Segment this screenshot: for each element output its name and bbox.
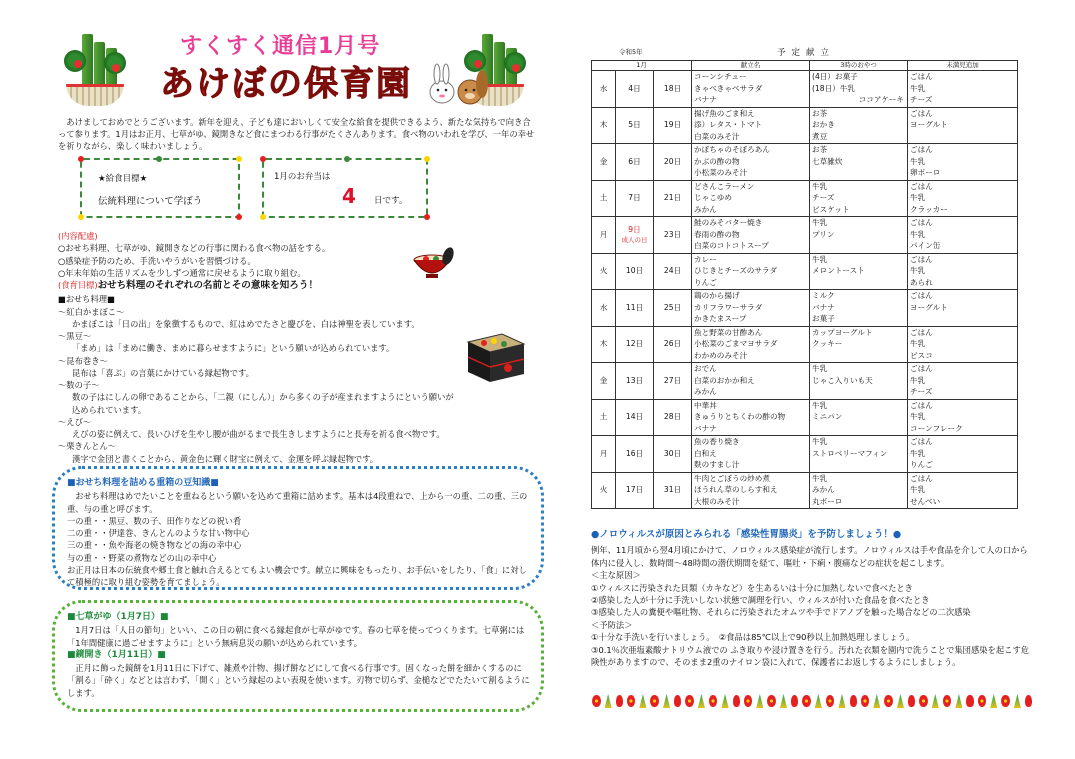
content-item: ○おせち料理、七草がゆ、鏡開きなどの行事に関わる食べ物の話をする。 [58, 243, 331, 254]
menu-header-month: 1月 [592, 61, 692, 71]
decor-flower-icon [592, 695, 601, 707]
menu-date-first [616, 217, 654, 254]
menu-date-value: 7日 [628, 193, 641, 203]
menu-date-first [616, 253, 654, 290]
decor-flower-icon [605, 694, 612, 708]
menu-date-first [616, 180, 654, 217]
menu-extra-item: 牛乳 [910, 339, 926, 349]
menu-extra [908, 363, 1018, 400]
decor-flower-icon [978, 695, 987, 707]
menu-snack-item: 牛乳 [812, 218, 828, 227]
menu-date-second: 30日 [654, 436, 692, 473]
bento-days-box [262, 158, 428, 218]
menu-date-value: 13日 [625, 375, 644, 385]
menu-extra-item: ごはん [910, 437, 933, 446]
menu-dishes-item: 鶏のから揚げ [694, 291, 740, 300]
menu-dishes-item: かぼちゃのそぼろあん [694, 145, 770, 154]
menu-date-value: 9日 [628, 225, 641, 235]
osechi-name: ～昆布巻き～ [58, 355, 108, 366]
jubako-line: お正月は日本の伝統食や郷土食と触れ合えるとてもよい機会です。献立に興味をもったり、お手伝いをしたり、「食」に対して積極的に取り組む姿勢を育てましょう。 [67, 564, 527, 588]
menu-snack [810, 144, 908, 181]
lunch-goal-label: ★給食目標★ [98, 174, 148, 184]
menu-dishes [692, 217, 810, 254]
osechi-desc: えびの姿に例えて、長いひげを生やし腰が曲がるまで長生きしますようにと長寿を祈る食べ物です。 [72, 429, 445, 440]
decor-flower-icon [990, 694, 997, 708]
menu-weekday: 木 [592, 326, 616, 363]
osechi-desc: 昆布は「喜ぶ」の言葉にかけている縁起物です。 [72, 367, 254, 378]
menu-dishes-item: 白菜のみそ汁 [694, 131, 740, 141]
menu-extra-item: ごはん [910, 145, 933, 154]
menu-snack [810, 436, 908, 473]
menu-extra-item: ごはん [910, 291, 933, 300]
decor-flower-icon [780, 694, 787, 708]
menu-extra-item: せんべい [910, 496, 941, 506]
menu-date-second: 19日 [654, 107, 692, 144]
menu-date-first [616, 290, 654, 327]
osechi-name: ～数の子～ [58, 380, 100, 391]
menu-date-second: 25日 [654, 290, 692, 327]
osechi-name: ～紅白かまぼこ～ [58, 306, 125, 317]
menu-date-second: 27日 [654, 363, 692, 400]
menu-extra-item: ヨーグルト [910, 302, 948, 312]
osechi-name: ～えび～ [58, 416, 92, 427]
menu-row [592, 363, 1018, 400]
decorative-border [592, 688, 1032, 714]
intro-paragraph: あけましておめでとうございます。新年を迎え、子ども達においしくて安全な給食を提供できるよう、新たな気持ちで向き合って参ります。1月はお正月、七草がゆ、鏡開きなど食にまつわる行事がたくさんあります。食べ物のいわれを学び、一年の幸せを祈りながら、楽しく味わいましょう。 [58, 117, 535, 152]
menu-snack [810, 217, 908, 254]
ozoni-bowl-illustration [410, 246, 454, 282]
menu-extra-item: ごはん [910, 254, 933, 264]
menu-dishes-item: じゃこゆめ [694, 193, 732, 203]
menu-snack-item: (18日）牛乳 [812, 83, 856, 93]
menu-extra-item: ビスコ [910, 350, 933, 360]
osechi-desc: かまぼこは「日の出」を象徴するもので、紅はめでたさと慶びを、白は神聖を表しています。 [72, 318, 420, 329]
menu-date-first [616, 363, 654, 400]
menu-extra [908, 290, 1018, 327]
menu-snack [810, 326, 908, 363]
menu-dishes-item: カリフラワーサラダ [694, 302, 763, 312]
jubako-line: 与の重・・野菜の煮物などの山の幸中心 [67, 552, 217, 563]
menu-date-first [616, 472, 654, 509]
norovirus-section [591, 528, 1031, 669]
decor-flower-icon [709, 695, 718, 707]
menu-weekday: 木 [592, 107, 616, 144]
menu-snack [810, 71, 908, 108]
menu-date-value: 6日 [628, 156, 641, 166]
decor-flower-icon [1025, 695, 1032, 707]
menu-row [592, 71, 1018, 108]
menu-snack [810, 253, 908, 290]
menu-row [592, 180, 1018, 217]
menu-extra-item: 牛乳 [910, 266, 926, 276]
kagami-title: ■鏡開き（1月11日）■ [67, 649, 166, 660]
menu-snack-item: ココアケーキ [858, 95, 905, 105]
menu-row [592, 253, 1018, 290]
menu-dishes-item: みかん [694, 387, 717, 397]
menu-extra-item: 牛乳 [910, 448, 926, 458]
osechi-name: ～黒豆～ [58, 331, 92, 342]
decor-flower-icon [932, 694, 939, 708]
menu-snack-item: ミニパン [812, 412, 843, 422]
menu-extra-item: ごはん [910, 218, 933, 227]
menu-extra-item: ごはん [910, 364, 933, 373]
menu-extra [908, 253, 1018, 290]
menu-date-second: 28日 [654, 399, 692, 436]
shoku-goal-text: おせち料理のそれぞれの名前とその意味を知ろう！ [97, 280, 319, 292]
norovirus-line: ③0.1％次亜塩素酸ナトリウム液での ふき取りや浸け置きを行う。汚れた衣類を園内で洗うことで集団感染を起こす危険性がありますので、そのまま2重のナイロン袋に入れて、保護者にお返しするようにしましょう。 [591, 644, 1030, 668]
menu-dishes-item: 春雨の酢の物 [694, 229, 740, 239]
decor-flower-icon [861, 695, 870, 707]
menu-weekday: 土 [592, 399, 616, 436]
menu-extra [908, 107, 1018, 144]
menu-extra [908, 144, 1018, 181]
decor-flower-icon [802, 695, 811, 707]
menu-extra-item: 牛乳 [910, 83, 926, 93]
menu-snack-item: 牛乳 [812, 437, 828, 446]
lunch-goal-text: 伝統料理について学ぼう [98, 196, 203, 207]
menu-dishes-item: バナナ [694, 95, 717, 105]
menu-snack-item: 牛乳 [812, 473, 828, 483]
shoku-goal-label: (食育目標) [58, 280, 98, 291]
menu-dishes-item: 大根のみそ汁 [694, 496, 740, 506]
menu-weekday: 水 [592, 290, 616, 327]
nursery-name-title: あけぼの保育園 [160, 64, 412, 104]
menu-extra-item: あられ [910, 277, 933, 287]
menu-snack-item: 牛乳 [812, 181, 828, 191]
norovirus-line: ③感染した人の糞便や嘔吐物、それらに汚染されたオムツや手でドアノブを触った場合などの二次感染 [591, 607, 971, 618]
menu-date-value: 5日 [628, 120, 641, 130]
menu-extra [908, 399, 1018, 436]
menu-date-value: 17日 [625, 485, 644, 495]
menu-header-dish: 献立名 [692, 61, 810, 71]
holiday-label: 成人の日 [621, 236, 648, 245]
menu-dishes-item: 牛肉とごぼうの炒め煮 [694, 473, 770, 483]
menu-date-second: 31日 [654, 472, 692, 509]
menu-dishes-item: 添）レタス・トマト [694, 120, 763, 130]
menu-dishes-item: おでん [694, 364, 717, 373]
menu-extra-item: 牛乳 [910, 485, 926, 495]
bento-suffix: 日です。 [374, 196, 408, 206]
jubako-title: ■おせち料理を詰める重箱の豆知識■ [67, 478, 219, 488]
menu-weekday: 火 [592, 253, 616, 290]
osechi-title: ■おせち料理■ [58, 294, 115, 305]
menu-snack-item: チーズ [812, 193, 835, 203]
menu-snack-item: プリン [812, 229, 835, 239]
menu-extra [908, 472, 1018, 509]
menu-snack-item: じゃこ入りいも天 [812, 375, 873, 385]
menu-date-first [616, 326, 654, 363]
decor-flower-icon [733, 695, 740, 707]
menu-snack-item: お茶 [812, 145, 828, 154]
decor-flower-icon [627, 695, 636, 707]
menu-dishes-item: 揚げ魚のごま和え [694, 108, 755, 118]
menu-table-section [591, 48, 1017, 509]
decor-flower-icon [826, 695, 835, 707]
menu-extra [908, 217, 1018, 254]
lunch-goal-box [80, 158, 240, 218]
menu-snack [810, 180, 908, 217]
decor-flower-icon [744, 695, 753, 707]
kagami-text: 正月に飾った鏡餅を1月11日に下げて、雑煮や汁物、揚げ餅などにして食べる行事です。固くなった餅を細かくするのに「割る」「砕く」などとは言わず、「開く」という縁起のよい表現を使います。刃物で切らず、金槌などでたたいて割るようにします。 [67, 663, 530, 698]
decor-flower-icon [838, 694, 845, 708]
menu-date-first [616, 71, 654, 108]
menu-snack-item: バナナ [812, 302, 835, 312]
menu-extra-item: チーズ [910, 95, 933, 105]
decor-flower-icon [873, 694, 880, 708]
menu-snack-item: クッキー [812, 339, 843, 349]
decor-flower-icon [721, 694, 728, 708]
menu-extra-item: 牛乳 [910, 412, 926, 422]
menu-extra-item: コーンフレーク [910, 423, 963, 433]
content-item: ○年末年始の生活リズムを少しずつ通常に戻せるように取り組む。 [58, 267, 306, 278]
nanakusa-kagami-box [52, 600, 544, 712]
menu-snack [810, 290, 908, 327]
menu-dishes-item: 魚と野菜の甘酢あん [694, 327, 763, 337]
menu-dishes-item: 鮭のみそバター焼き [694, 218, 763, 227]
menu-snack-item: 煮豆 [812, 131, 828, 141]
menu-extra-item: ごはん [910, 400, 933, 410]
menu-dishes [692, 472, 810, 509]
nanakusa-title: ■七草がゆ（1月7日）■ [67, 612, 169, 622]
menu-snack-item: お菓子 [812, 314, 835, 324]
decor-flower-icon [1014, 694, 1021, 708]
decor-flower-icon [674, 695, 681, 707]
menu-extra-item: ヨーグルト [910, 120, 948, 130]
menu-dishes-item: ひじきとチーズのサラダ [694, 266, 778, 276]
jubako-line: 一の重・・黒豆、数の子、田作りなどの祝い肴 [67, 515, 242, 526]
menu-dishes-item: 白菜のおかか和え [694, 375, 755, 385]
menu-dishes-item: 小松菜のみそ汁 [694, 168, 748, 178]
decor-flower-icon [767, 695, 776, 707]
newsletter-subtitle: すくすく通信1月号 [180, 34, 381, 59]
menu-weekday: 金 [592, 363, 616, 400]
kadomatsu-left-illustration [60, 26, 130, 106]
menu-snack-item: 七草雑炊 [812, 156, 843, 166]
menu-date-first [616, 399, 654, 436]
norovirus-line: ②感染した人が十分に手洗いしない状態で調理を行い、ウィルスが付いた食品を食べたとき [591, 595, 930, 605]
menu-extra-item: ごはん [910, 473, 933, 483]
menu-dishes-item: 中華丼 [694, 400, 717, 410]
menu-extra-item: ごはん [910, 327, 933, 337]
menu-row [592, 217, 1018, 254]
osechi-name: ～栗きんとん～ [58, 441, 117, 452]
menu-dishes-item: わかめのみそ汁 [694, 350, 748, 360]
menu-snack-item: (4日）お菓子 [812, 72, 858, 81]
menu-extra-item: クラッカー [910, 204, 948, 214]
menu-snack-item: メロントースト [812, 266, 865, 276]
menu-dishes-item: 小松菜のごまマヨサラダ [694, 339, 778, 349]
menu-snack-item: カップヨーグルト [812, 327, 873, 337]
menu-date-value: 12日 [625, 339, 644, 349]
menu-snack-item: ストロベリーマフィン [812, 448, 888, 458]
decor-flower-icon [650, 695, 659, 707]
menu-dishes [692, 363, 810, 400]
menu-extra-item: チーズ [910, 387, 933, 397]
menu-dishes [692, 180, 810, 217]
menu-extra [908, 326, 1018, 363]
menu-dishes [692, 326, 810, 363]
menu-extra-item: りんご [910, 460, 933, 470]
menu-date-value: 16日 [625, 448, 644, 458]
menu-date-second: 20日 [654, 144, 692, 181]
osechi-desc: 漢字で金団と書くことから、黄金色に輝く財宝に例えて、金運を呼ぶ縁起物です。 [72, 453, 379, 464]
menu-header-snack: 3時のおやつ [810, 61, 908, 71]
menu-dishes-item: みかん [694, 204, 717, 214]
menu-extra-item: 牛乳 [910, 156, 926, 166]
menu-dishes-item: カレー [694, 254, 717, 264]
norovirus-line: ＜主な原因＞ [591, 570, 641, 581]
menu-dishes-item: 麩のすまし汁 [694, 460, 740, 470]
menu-weekday: 水 [592, 71, 616, 108]
jubako-line: おせち料理はめでたいことを重ねるという願いを込めて重箱に詰めます。基本は4段重ねで、上から一の重、二の重、三の重、与の重と呼びます。 [67, 491, 528, 514]
menu-dishes-item: かきたまスープ [694, 314, 747, 324]
menu-snack-item: お茶 [812, 108, 828, 118]
content-heading: (内容配慮) [58, 231, 98, 241]
menu-date-second: 23日 [654, 217, 692, 254]
norovirus-heading: ●ノロウィルスが原因とみられる「感染性胃腸炎」を予防しましょう！● [591, 529, 902, 540]
norovirus-line: ＜予防法＞ [591, 619, 633, 630]
menu-date-first [616, 107, 654, 144]
menu-date-value: 10日 [625, 266, 644, 276]
menu-title: 予定献立 [777, 48, 836, 58]
decor-flower-icon [1001, 695, 1010, 707]
menu-dishes-item: りんご [694, 277, 717, 287]
norovirus-line: 例年、11月頃から翌4月頃にかけて、ノロウィルス感染症が流行します。ノロウィルスは手や食品を介して人の口から体内に侵入し、数時間～48時間の潜伏期間を経て、嘔吐・下痢・腹痛などの症状を起こします。 [591, 545, 1028, 568]
menu-date-value: 14日 [625, 412, 644, 422]
menu-dishes-item: 魚の香り焼き [694, 437, 740, 446]
decor-flower-icon [663, 694, 670, 708]
decor-flower-icon [698, 694, 705, 708]
menu-snack [810, 107, 908, 144]
menu-weekday: 土 [592, 180, 616, 217]
menu-extra [908, 436, 1018, 473]
decor-flower-icon [955, 694, 962, 708]
menu-snack-item: 牛乳 [812, 364, 828, 373]
bento-label: 1月のお弁当は [274, 172, 331, 182]
menu-date-second: 26日 [654, 326, 692, 363]
menu-extra-item: 牛乳 [910, 375, 926, 385]
norovirus-line: ①ウィルスに汚染された貝類（カキなど）を生あるいは十分に加熱しないで食べたとき [591, 582, 913, 593]
menu-dishes-item: ほうれん草のしらす和え [694, 485, 778, 495]
menu-row [592, 472, 1018, 509]
menu-snack-item: 牛乳 [812, 400, 828, 410]
menu-date-first [616, 436, 654, 473]
decor-flower-icon [919, 695, 928, 707]
menu-table [591, 60, 1018, 509]
menu-snack-item: おかき [812, 120, 835, 130]
osechi-desc: 数の子はにしんの卵であることから、「二親（にしん）」から多くの子が産まれますようにという願いが込められています。 [72, 392, 454, 415]
bento-day-count: 4 [342, 184, 356, 208]
menu-extra-item: ごはん [910, 72, 933, 81]
jubako-trivia-box [52, 466, 544, 590]
decor-flower-icon [685, 695, 694, 707]
menu-snack-item: 牛乳 [812, 254, 828, 264]
jubako-box-illustration [462, 330, 528, 386]
menu-dishes-item: 白和え [694, 448, 717, 458]
menu-header-extra: 未満児追加 [908, 61, 1018, 71]
menu-extra-item: パイン缶 [910, 241, 941, 251]
menu-extra-item: 牛乳 [910, 229, 926, 239]
menu-extra [908, 71, 1018, 108]
decor-flower-icon [908, 695, 915, 707]
menu-date-second: 18日 [654, 71, 692, 108]
menu-snack [810, 399, 908, 436]
menu-snack [810, 363, 908, 400]
decor-flower-icon [897, 694, 904, 708]
menu-dishes [692, 253, 810, 290]
menu-snack-item: ミルク [812, 291, 835, 300]
menu-row [592, 326, 1018, 363]
menu-dishes [692, 71, 810, 108]
rabbit-squirrel-illustration [426, 62, 488, 110]
menu-dishes-item: バナナ [694, 423, 717, 433]
menu-dishes [692, 290, 810, 327]
menu-row [592, 107, 1018, 144]
norovirus-line: ①十分な手洗いを行いましょう。 ②食品は85℃以上で90秒以上加熱処理しましょう。 [591, 632, 915, 643]
menu-dishes-item: きゃべきゃべサラダ [694, 83, 763, 93]
menu-extra-item: 卵ボーロ [910, 168, 941, 178]
decor-flower-icon [815, 694, 822, 708]
jubako-line: 二の重・・伊達巻、きんとんのような甘い物中心 [67, 528, 250, 539]
decor-flower-icon [966, 695, 973, 707]
menu-dishes-item: 白菜のコトコトスープ [694, 241, 769, 251]
menu-weekday: 金 [592, 144, 616, 181]
menu-extra-item: ごはん [910, 181, 933, 191]
menu-date-first [616, 144, 654, 181]
decor-flower-icon [639, 694, 646, 708]
decor-flower-icon [616, 695, 623, 707]
jubako-line: 三の重・・魚や海老の焼き物などの海の幸中心 [67, 540, 242, 551]
osechi-desc: 「まめ」は「まめに働き、まめに暮らせますように」という願いが込められています。 [72, 343, 395, 354]
menu-dishes-item: どさんこラーメン [694, 181, 755, 191]
decor-flower-icon [791, 695, 798, 707]
menu-snack-item: 丸ボーロ [812, 496, 843, 506]
menu-extra-item: ごはん [910, 108, 933, 118]
menu-weekday: 火 [592, 472, 616, 509]
menu-dishes-item: かぶの酢の物 [694, 156, 740, 166]
menu-dishes-item: きゅうりとちくわの酢の物 [694, 412, 786, 422]
menu-dishes [692, 436, 810, 473]
menu-date-second: 24日 [654, 253, 692, 290]
decor-flower-icon [943, 695, 952, 707]
menu-extra-item: 牛乳 [910, 193, 926, 203]
decor-flower-icon [884, 695, 893, 707]
menu-dishes [692, 107, 810, 144]
menu-weekday: 月 [592, 436, 616, 473]
menu-row [592, 144, 1018, 181]
menu-weekday: 月 [592, 217, 616, 254]
menu-snack-item: ビスケット [812, 204, 850, 214]
menu-dishes [692, 399, 810, 436]
menu-row [592, 290, 1018, 327]
menu-snack-item: みかん [812, 485, 835, 495]
decor-flower-icon [850, 695, 857, 707]
menu-dishes-item: コーンシチュー [694, 72, 747, 81]
menu-row [592, 399, 1018, 436]
menu-date-second: 21日 [654, 180, 692, 217]
menu-extra [908, 180, 1018, 217]
menu-dishes [692, 144, 810, 181]
menu-date-value: 4日 [628, 83, 641, 93]
content-item: ○感染症予防のため、手洗いやうがいを習慣づける。 [58, 255, 256, 266]
menu-era: 令和5年 [619, 48, 643, 56]
menu-row [592, 436, 1018, 473]
menu-date-value: 11日 [625, 302, 644, 312]
decor-flower-icon [756, 694, 763, 708]
nanakusa-text: 1月7日は「人日の節句」といい、この日の朝に食べる縁起食が七草がゆです。春の七草を使ってつくります。七草粥には「1年間健康に過ごせますように」という無病息災の願いが込められています。 [67, 625, 525, 648]
menu-snack [810, 472, 908, 509]
